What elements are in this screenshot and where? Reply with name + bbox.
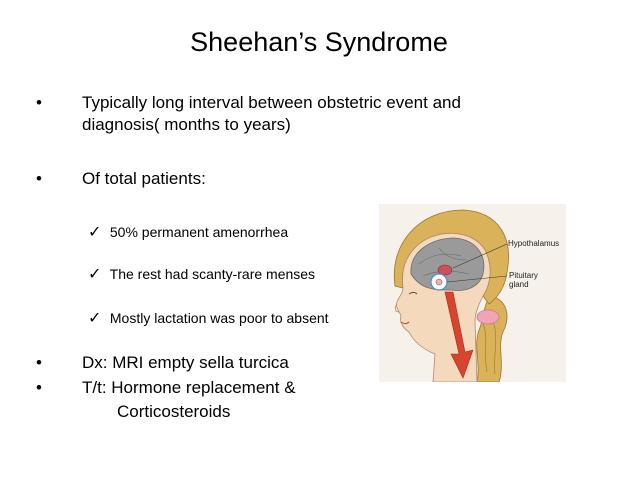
check-item-amenorrhea (88, 222, 288, 243)
bullet-text: Dx: MRI empty sella turcica (82, 353, 289, 372)
check-label: The rest had scanty-rare menses (109, 266, 316, 282)
bullet-dx (36, 352, 289, 374)
bullet-total-patients (36, 168, 206, 190)
hair-ribbon (477, 310, 499, 324)
check-icon: ✓ (88, 224, 102, 241)
check-icon: ✓ (88, 266, 102, 283)
bullet-text-line1: Typically long interval between obstetric event and (82, 93, 461, 112)
pituitary-gland-shape (436, 279, 442, 285)
pituitary-label: Pituitary (509, 271, 538, 280)
slide-title: Sheehan’s Syndrome (190, 27, 448, 57)
check-label: Mostly lactation was poor to absent (109, 310, 329, 326)
check-label: 50% permanent amenorrhea (109, 224, 289, 240)
bullet-text-line2: diagnosis( months to years) (82, 115, 291, 134)
bullet-treatment (36, 377, 296, 399)
check-item-lactation (88, 308, 329, 329)
bullet-symbol: • (36, 378, 42, 397)
hypothalamus-label: Hypothalamus (508, 239, 560, 248)
bullet-symbol: • (36, 353, 42, 372)
head-anatomy-svg (379, 204, 566, 382)
bullet-symbol: • (36, 93, 42, 112)
bullet-text: T/t: Hormone replacement & (82, 378, 296, 397)
gland-label: gland (509, 280, 529, 289)
check-icon: ✓ (88, 310, 102, 327)
head-anatomy-illustration (379, 204, 566, 382)
treatment-continuation: Corticosteroids (117, 402, 231, 421)
bullet-symbol: • (36, 169, 42, 188)
check-item-menses (88, 264, 315, 285)
bullet-text: Of total patients: (82, 169, 206, 188)
bullet-interval (36, 92, 461, 136)
